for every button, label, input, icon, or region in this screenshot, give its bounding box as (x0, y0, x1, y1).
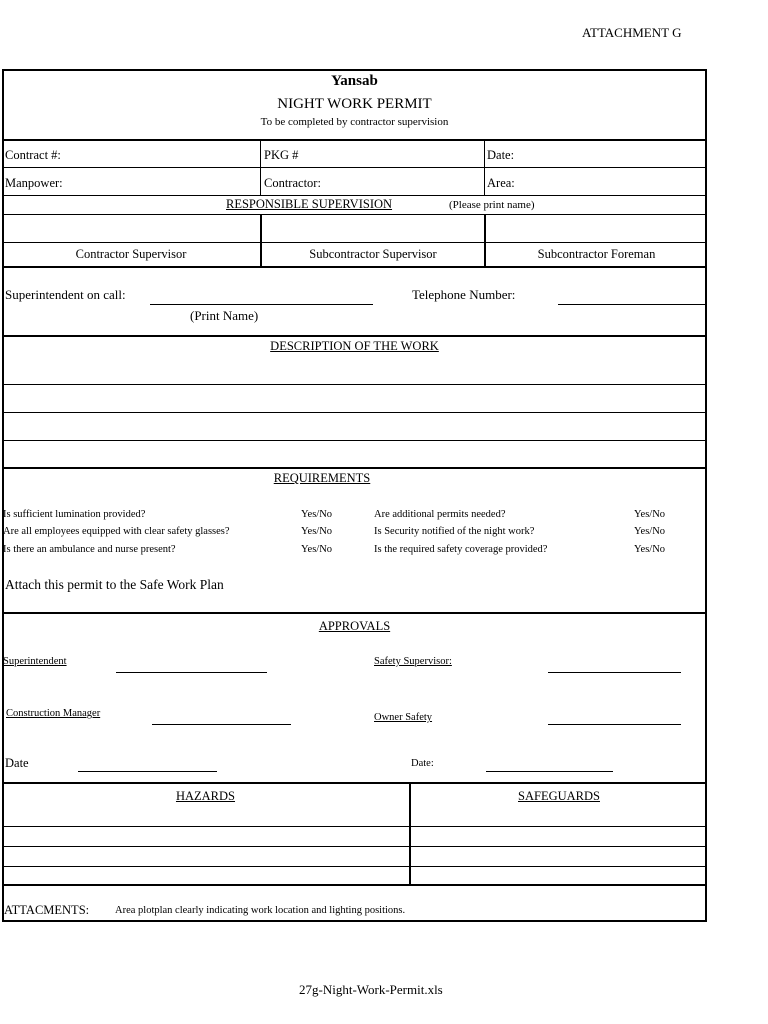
divider (2, 266, 707, 268)
responsible-supervision-heading: RESPONSIBLE SUPERVISION (226, 197, 393, 211)
approvals-heading: APPROVALS (318, 619, 391, 633)
construction-manager-label: Construction Manager (6, 708, 101, 719)
divider (484, 139, 485, 195)
contractor-label: Contractor: (264, 176, 321, 190)
attachment-label: ATTACHMENT G (582, 25, 682, 40)
subcontractor-supervisor-label: Subcontractor Supervisor (309, 247, 437, 261)
divider (2, 214, 707, 215)
superintendent-approval-label: Superintendent (3, 656, 67, 667)
divider (2, 440, 707, 441)
approval-date-label-right: Date: (411, 758, 434, 769)
requirement-answer[interactable]: Yes/No (301, 544, 333, 555)
requirement-question: Are additional permits needed? (374, 509, 506, 520)
requirement-question: Is the required safety coverage provided? (374, 544, 548, 555)
divider (2, 412, 707, 413)
requirement-question: Is there an ambulance and nurse present? (3, 544, 176, 555)
divider (2, 866, 707, 867)
attach-permit-note: Attach this permit to the Safe Work Plan (5, 577, 224, 592)
telephone-number-label: Telephone Number: (412, 287, 516, 302)
print-name-caption: (Print Name) (190, 308, 259, 323)
divider (2, 195, 707, 196)
divider (2, 384, 707, 385)
requirement-question: Are all employees equipped with clear safety glasses? (3, 526, 230, 537)
divider (260, 139, 261, 195)
divider (2, 139, 707, 141)
footer-filename: 27g-Night-Work-Permit.xls (299, 982, 443, 997)
attachments-text: Area plotplan clearly indicating work location and lighting positions. (115, 905, 406, 916)
requirement-answer[interactable]: Yes/No (301, 526, 333, 537)
divider (2, 884, 707, 886)
divider (2, 846, 707, 847)
requirement-answer[interactable]: Yes/No (634, 526, 666, 537)
permit-subtitle: To be completed by contractor supervision (260, 116, 449, 128)
permit-title: NIGHT WORK PERMIT (277, 96, 432, 112)
divider (2, 826, 707, 827)
print-name-note: (Please print name) (449, 199, 535, 211)
divider (2, 167, 707, 168)
company-name: Yansab (331, 73, 378, 89)
owner-safety-line[interactable] (548, 724, 681, 725)
requirement-question: Is Security notified of the night work? (374, 526, 535, 537)
construction-manager-line[interactable] (152, 724, 291, 725)
requirement-answer[interactable]: Yes/No (301, 509, 333, 520)
safety-supervisor-line[interactable] (548, 672, 681, 673)
requirement-answer[interactable]: Yes/No (634, 509, 666, 520)
safeguards-heading: SAFEGUARDS (518, 789, 600, 803)
superintendent-on-call-label: Superintendent on call: (5, 287, 126, 302)
area-label: Area: (487, 176, 515, 190)
date-label: Date: (487, 148, 515, 162)
approval-date-line-right[interactable] (486, 771, 613, 772)
divider (2, 612, 707, 614)
attachments-label: ATTACMENTS: (4, 903, 90, 917)
requirement-question: Is sufficient lumination provided? (3, 509, 146, 520)
subcontractor-foreman-label: Subcontractor Foreman (537, 247, 656, 261)
superintendent-approval-line[interactable] (116, 672, 267, 673)
owner-safety-label: Owner Safety (374, 712, 433, 723)
manpower-label: Manpower: (5, 176, 63, 190)
divider (2, 782, 707, 784)
description-heading: DESCRIPTION OF THE WORK (270, 339, 439, 353)
requirements-heading: REQUIREMENTS (273, 471, 371, 485)
divider (2, 242, 707, 243)
requirement-answer[interactable]: Yes/No (634, 544, 666, 555)
pkg-number-label: PKG # (264, 148, 299, 162)
safety-supervisor-label: Safety Supervisor: (374, 656, 452, 667)
superintendent-signature-line[interactable] (150, 304, 373, 305)
divider (2, 335, 707, 337)
approval-date-line-left[interactable] (78, 771, 217, 772)
contractor-supervisor-label: Contractor Supervisor (75, 247, 187, 261)
divider (2, 467, 707, 469)
hazards-heading: HAZARDS (175, 789, 236, 803)
telephone-number-line[interactable] (558, 304, 706, 305)
contract-number-label: Contract #: (5, 148, 61, 162)
approval-date-label-left: Date (5, 756, 29, 770)
